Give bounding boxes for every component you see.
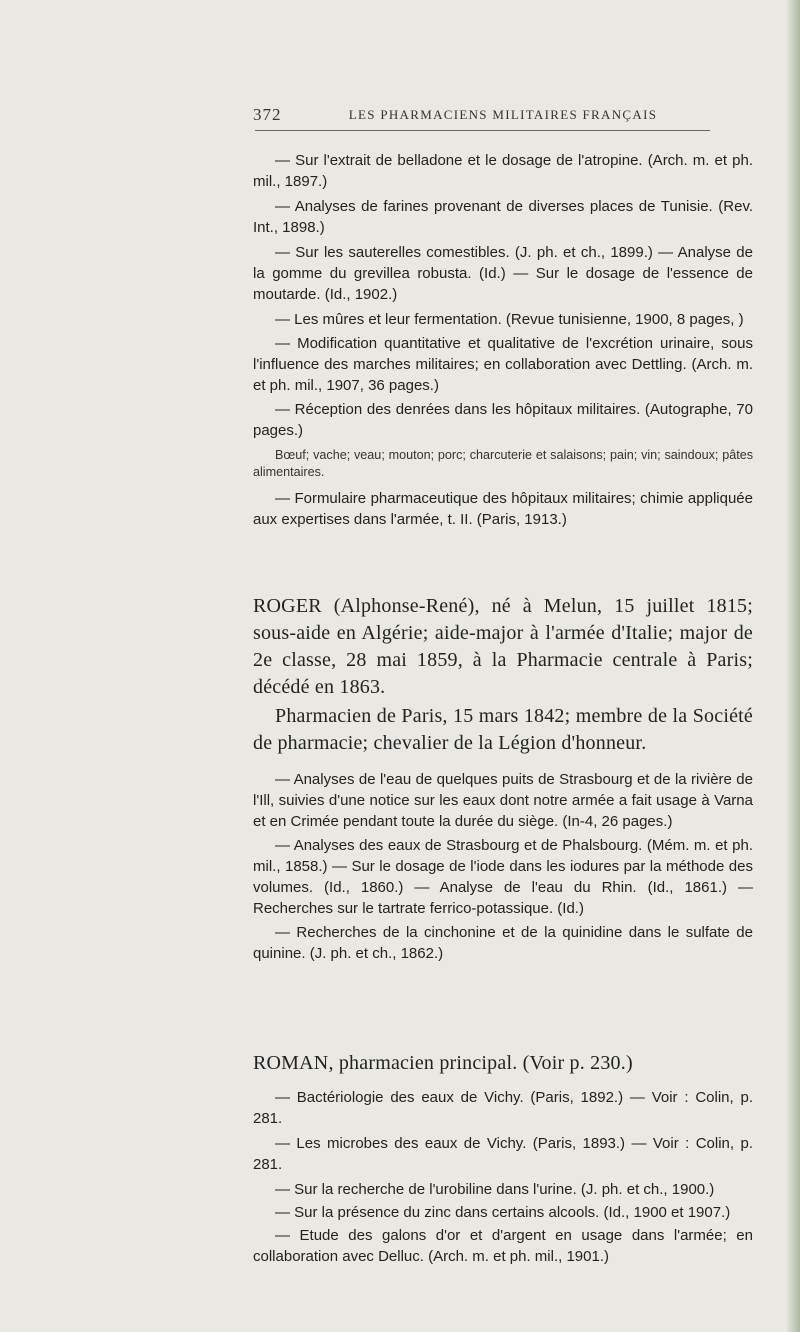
work-entry: — Bactériologie des eaux de Vichy. (Paris, 1892.) — Voir : Colin, p. 281. — [253, 1089, 753, 1127]
work-entry: — Sur la recherche de l'urobiline dans l'urine. (J. ph. et ch., 1900.) — [275, 1181, 715, 1198]
page-number: 372 — [253, 105, 282, 124]
work-entry: — Les microbes des eaux de Vichy. (Paris, 1893.) — Voir : Colin, p. 281. — [253, 1135, 753, 1173]
work-entry: — Les mûres et leur fermentation. (Revue tunisienne, 1900, 8 pages, ) — [275, 311, 744, 328]
biography-roman: ROMAN, pharmacien principal. (Voir p. 230.) — [253, 1052, 633, 1074]
note-entry: Bœuf; vache; veau; mouton; porc; charcuterie et salaisons; pain; vin; saindoux; pâtes alimentaires. — [253, 448, 753, 479]
work-entry: — Sur les sauterelles comestibles. (J. ph. et ch., 1899.) — Analyse de la gomme du grevillea robusta. (Id.) — Sur le dosage de l'essence de moutarde. (Id., 1902.) — [253, 244, 753, 303]
work-entry: — Modification quantitative et qualitative de l'excrétion urinaire, sous l'influence des marches militaires; en collaboration avec Dettling. (Arch. m. et ph. mil., 1907, 36 pages.) — [253, 335, 753, 394]
work-entry: — Sur la présence du zinc dans certains alcools. (Id., 1900 et 1907.) — [275, 1204, 731, 1221]
roman-section — [253, 1050, 753, 1267]
work-entry: — Sur l'extrait de belladone et le dosage de l'atropine. (Arch. m. et ph. mil., 1897.) — [253, 152, 753, 190]
work-entry: — Analyses de farines provenant de diverses places de Tunisie. (Rev. Int., 1898.) — [253, 198, 753, 236]
running-title: LES PHARMACIENS MILITAIRES FRANÇAIS — [348, 107, 658, 122]
biography-roger-cont: Pharmacien de Paris, 15 mars 1842; membre de la Société de pharmacie; chevalier de la Légion d'honneur. — [253, 705, 753, 754]
work-entry: — Analyses de l'eau de quelques puits de Strasbourg et de la rivière de l'Ill, suivies d'une notice sur les eaux dont notre armée a fait usage à Varna et en Crimée pendant toute la durée du siège. (In-4, 26 pages.) — [253, 771, 753, 830]
page-edge-shadow — [786, 0, 800, 1332]
page-header — [253, 105, 753, 129]
works-block-1 — [253, 150, 753, 530]
roger-section — [253, 593, 753, 964]
work-entry: — Recherches de la cinchonine et de la quinidine dans le sulfate de quinine. (J. ph. et ch., 1862.) — [253, 924, 753, 962]
work-entry: — Formulaire pharmaceutique des hôpitaux militaires; chimie appliquée aux expertises dans l'armée, t. II. (Paris, 1913.) — [253, 490, 753, 528]
work-entry: — Etude des galons d'or et d'argent en usage dans l'armée; en collaboration avec Delluc. (Arch. m. et ph. mil., 1901.) — [253, 1227, 753, 1265]
biography-roger: ROGER (Alphonse-René), né à Melun, 15 juillet 1815; sous-aide en Algérie; aide-major à l'armée d'Italie; major de 2e classe, 28 mai 1859, à la Pharmacie centrale à Paris; décédé en 1863. — [253, 595, 753, 698]
work-entry: — Analyses des eaux de Strasbourg et de Phalsbourg. (Mém. m. et ph. mil., 1858.) — Sur le dosage de l'iode dans les iodures par la méthode des volumes. (Id., 1860.) — Analyse de l'eau du Rhin. (Id., 1861.) — Recherches sur le tartrate ferrico-potassique. (Id.) — [253, 837, 753, 917]
header-rule — [255, 130, 710, 131]
work-entry: — Réception des denrées dans les hôpitaux militaires. (Autographe, 70 pages.) — [253, 401, 753, 439]
